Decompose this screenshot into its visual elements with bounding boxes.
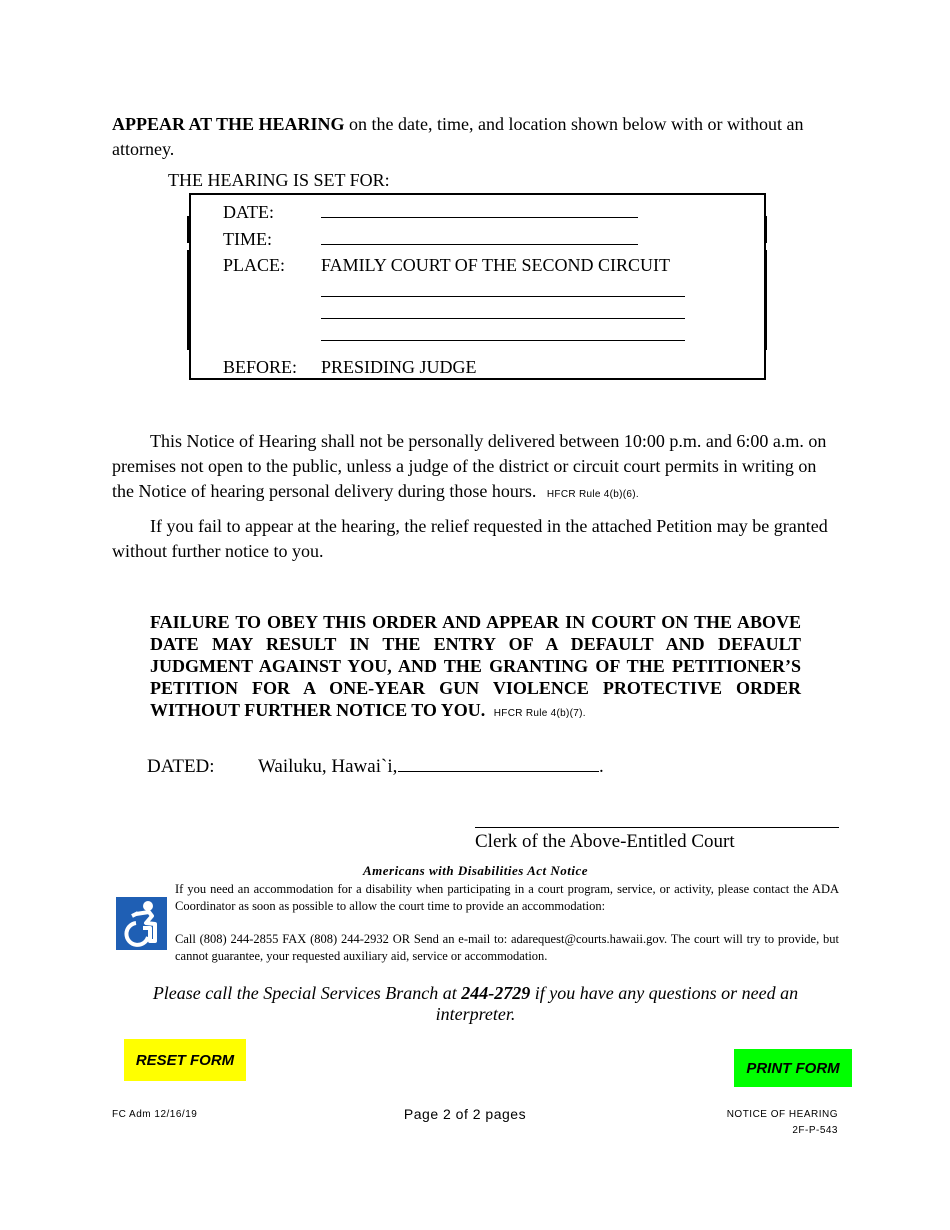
- wheelchair-accessibility-icon: [116, 897, 167, 950]
- intro-text: on the date, time, and location shown below with or without an attorney.: [112, 114, 804, 159]
- hearing-box: [189, 193, 766, 380]
- box-margin-bar: [764, 216, 767, 243]
- ada-title: Americans with Disabilities Act Notice: [362, 863, 589, 878]
- intro-paragraph: [112, 112, 839, 162]
- place-label: PLACE:: [223, 255, 286, 275]
- time-field[interactable]: [321, 244, 638, 245]
- special-services-post: if you have any questions or need an interpreter.: [435, 983, 799, 1024]
- fail-notice: If you fail to appear at the hearing, the relief requested in the attached Petition may be granted without further notice to you.: [112, 516, 828, 561]
- time-label: TIME:: [223, 229, 272, 249]
- warning-text: FAILURE TO OBEY THIS ORDER AND APPEAR IN COURT ON THE ABOVE DATE MAY RESULT IN THE ENTRY OF A DEFAULT AND DEFAULT JUDGMENT AGAINST YOU, AND THE GRANTING OF THE PETITIONER’S PETITION FOR A ONE-YEAR GUN VIOLENCE PROTECTIVE ORDER WITHOUT FURTHER NOTICE TO YOU.: [150, 612, 801, 720]
- box-margin-bar: [187, 216, 190, 243]
- delivery-notice: [112, 429, 839, 507]
- dated-field[interactable]: [398, 771, 599, 772]
- dated-label: DATED:: [147, 756, 215, 777]
- special-services-phone: 244-2729: [461, 983, 531, 1003]
- box-margin-bar: [764, 250, 767, 350]
- before-value: PRESIDING JUDGE: [321, 357, 477, 377]
- place-line-1[interactable]: [321, 296, 685, 297]
- footer-form-date: FC Adm 12/16/19: [112, 1109, 198, 1120]
- delivery-text: This Notice of Hearing shall not be personally delivered between 10:00 p.m. and 6:00 a.m. on premises not open to the public, unless a judge of the district or circuit court permits in writing on the Notice of hearing personal delivery during those hours.: [112, 431, 827, 501]
- clerk-signature-line: [475, 827, 839, 828]
- date-field[interactable]: [321, 217, 638, 218]
- dated-place: Wailuku, Hawai`i,: [258, 756, 398, 777]
- footer-form-title: NOTICE OF HEARING: [726, 1109, 838, 1120]
- place-line-3[interactable]: [321, 340, 685, 341]
- warning-rule: HFCR Rule 4(b)(7).: [493, 708, 586, 719]
- ada-paragraph-1: If you need an accommodation for a disability when participating in a court program, service, or activity, please contact the ADA Coordinator as soon as possible to allow the court time to provide an accommodation:: [175, 882, 839, 913]
- footer-page-number: Page 2 of 2 pages: [403, 1106, 527, 1122]
- hearing-heading: THE HEARING IS SET FOR:: [168, 170, 390, 190]
- reset-form-button[interactable]: RESET FORM: [124, 1039, 246, 1081]
- box-margin-bar: [187, 250, 190, 350]
- special-services-pre: Please call the Special Services Branch at: [152, 983, 462, 1003]
- before-label: BEFORE:: [223, 357, 298, 377]
- place-line-2[interactable]: [321, 318, 685, 319]
- footer-form-number: 2F-P-543: [792, 1125, 838, 1136]
- warning-block: [150, 611, 801, 725]
- special-services-line: [112, 983, 839, 1025]
- place-value: FAMILY COURT OF THE SECOND CIRCUIT: [321, 255, 670, 275]
- date-label: DATE:: [223, 202, 274, 222]
- ada-paragraph-2: Call (808) 244-2855 FAX (808) 244-2932 OR Send an e-mail to: adarequest@courts.hawaii.gov. The court will try to provide, but cannot guarantee, your requested auxiliary aid, service or accommodation.: [175, 932, 839, 963]
- delivery-rule: HFCR Rule 4(b)(6).: [546, 489, 639, 500]
- clerk-title: Clerk of the Above-Entitled Court: [475, 831, 735, 852]
- intro-bold: APPEAR AT THE HEARING: [112, 114, 345, 134]
- print-form-button[interactable]: PRINT FORM: [734, 1049, 852, 1087]
- dated-period: .: [599, 756, 604, 777]
